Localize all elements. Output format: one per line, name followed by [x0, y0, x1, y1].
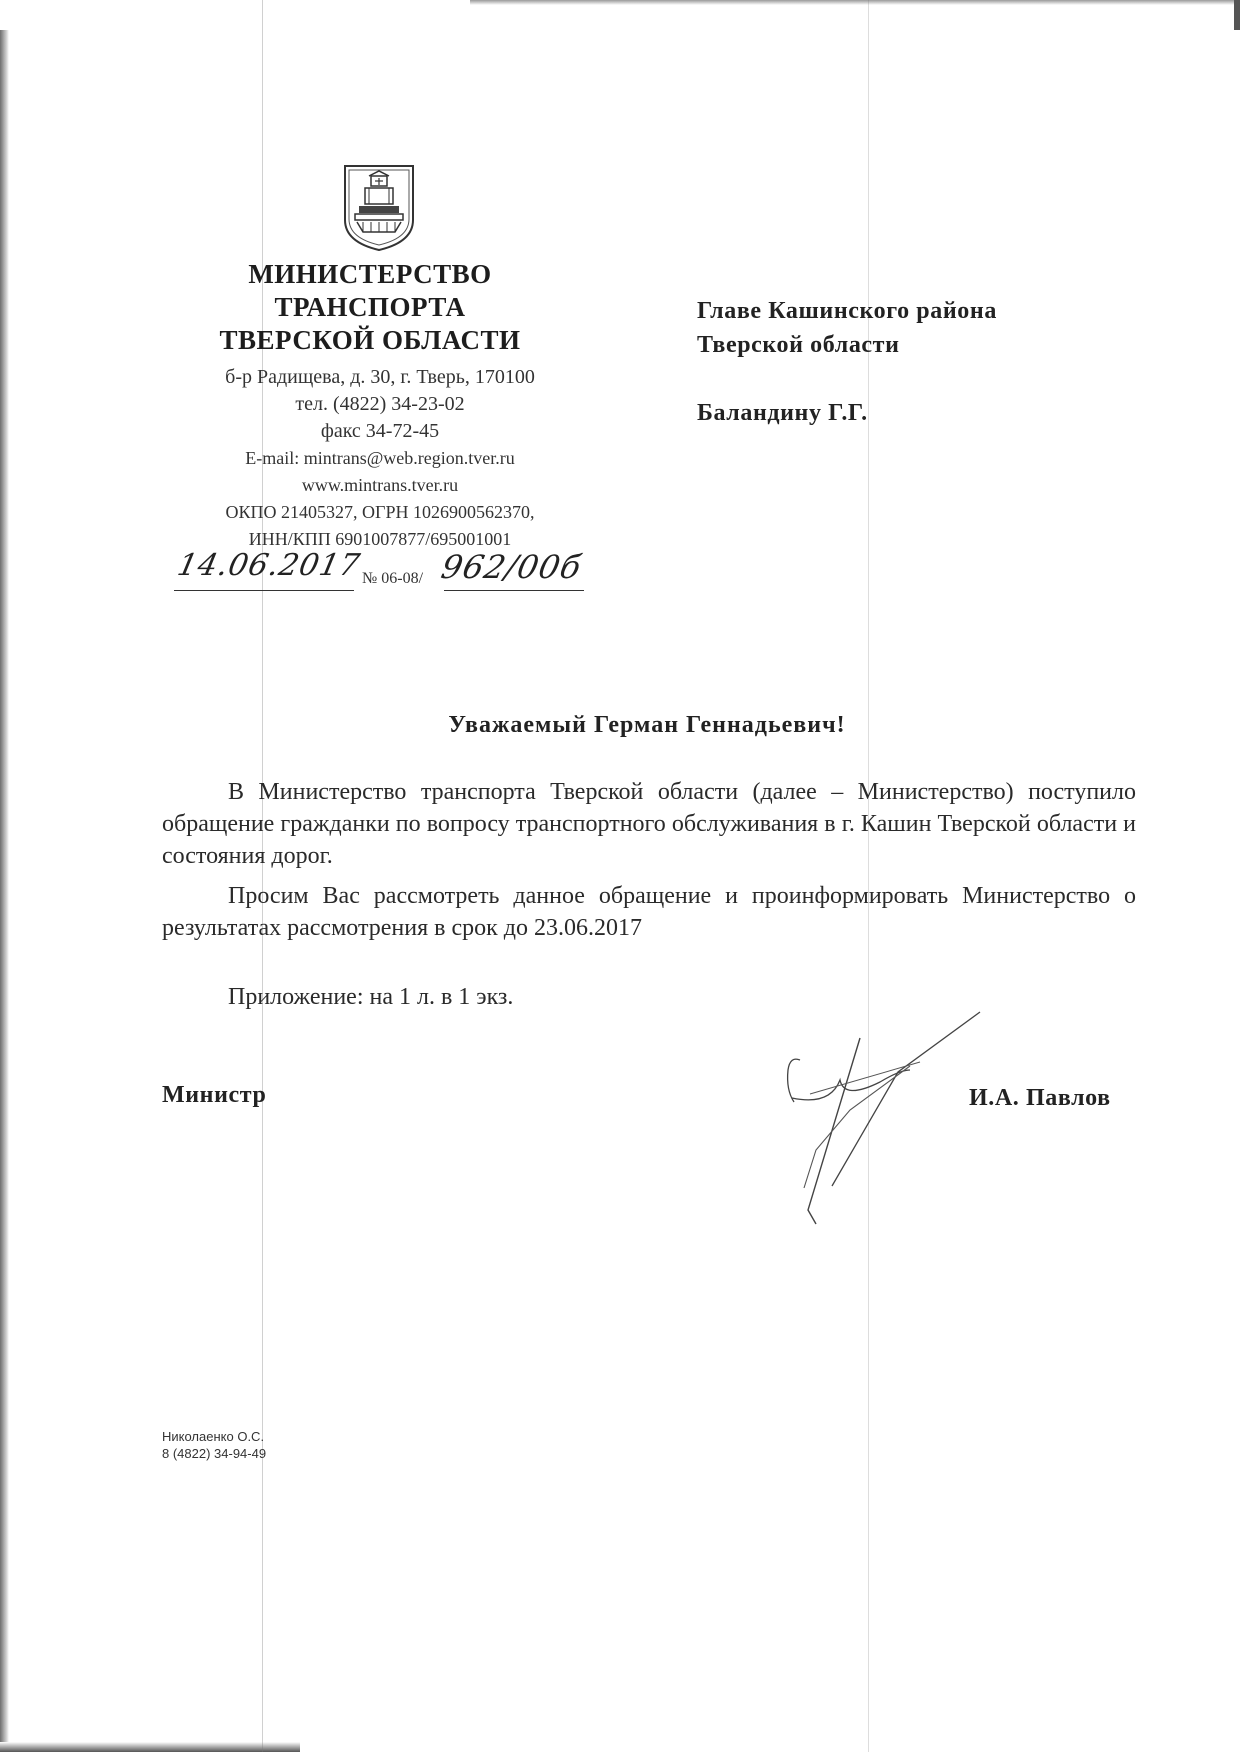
scan-left-edge — [0, 30, 9, 1752]
body-paragraph: Просим Вас рассмотреть данное обращение и проинформировать Министерство о результатах рассмотрения в срок до 23.06.2017 — [162, 883, 1136, 941]
signer-name: И.А. Павлов — [969, 1085, 1111, 1111]
date-underline — [174, 590, 354, 591]
salutation: Уважаемый Герман Геннадьевич! — [448, 712, 846, 738]
ministry-contacts — [160, 364, 600, 553]
body-paragraph: В Министерство транспорта Тверской области (далее – Министерство) поступило обращение гражданки по вопросу транспортного обслуживания в г. Кашин Тверской области и состояния дорог. — [162, 779, 1136, 869]
addressee-name: Баландину Г.Г. — [697, 400, 868, 426]
ministry-inn-kpp: ИНН/КПП 6901007877/695001001 — [248, 529, 512, 549]
tver-coat-of-arms-icon — [341, 162, 417, 252]
ministry-name-line: ТРАНСПОРТА — [274, 292, 466, 322]
ministry-address: б-р Радищева, д. 30, г. Тверь, 170100 — [225, 366, 535, 388]
addressee-line: Главе Кашинского района — [697, 298, 997, 324]
handwritten-signature — [780, 1010, 1000, 1242]
addressee-position — [697, 294, 1167, 362]
ministry-fax: факс 34-72-45 — [320, 420, 440, 442]
registration-date: 14.06.2017 — [174, 548, 364, 583]
registration-number: 962/00б — [437, 548, 586, 586]
signer-title: Министр — [162, 1082, 267, 1108]
ministry-phone: тел. (4822) 34-23-02 — [295, 393, 465, 415]
ministry-okpo-ogrn: ОКПО 21405327, ОГРН 1026900562370, — [225, 502, 535, 522]
scan-top-edge — [470, 0, 1240, 5]
addressee-line: Тверской области — [697, 332, 900, 358]
executor-name: Николаенко О.С. — [162, 1429, 265, 1444]
number-underline — [444, 590, 584, 591]
scan-right-edge — [1234, 0, 1240, 30]
registration-line — [174, 548, 584, 608]
executor-phone: 8 (4822) 34-94-49 — [162, 1446, 267, 1461]
executor-info — [162, 1428, 266, 1462]
attachment-note: Приложение: на 1 л. в 1 экз. — [228, 984, 514, 1010]
ministry-name — [190, 258, 550, 357]
ministry-website: www.mintrans.tver.ru — [301, 475, 459, 495]
ministry-name-line: МИНИСТЕРСТВО — [248, 259, 492, 289]
ministry-email: E-mail: mintrans@web.region.tver.ru — [245, 448, 515, 468]
scan-bottom-edge — [0, 1742, 300, 1752]
registration-number-prefix: № 06-08/ — [362, 570, 424, 587]
ministry-name-line: ТВЕРСКОЙ ОБЛАСТИ — [219, 325, 521, 355]
fold-line — [868, 0, 869, 1752]
